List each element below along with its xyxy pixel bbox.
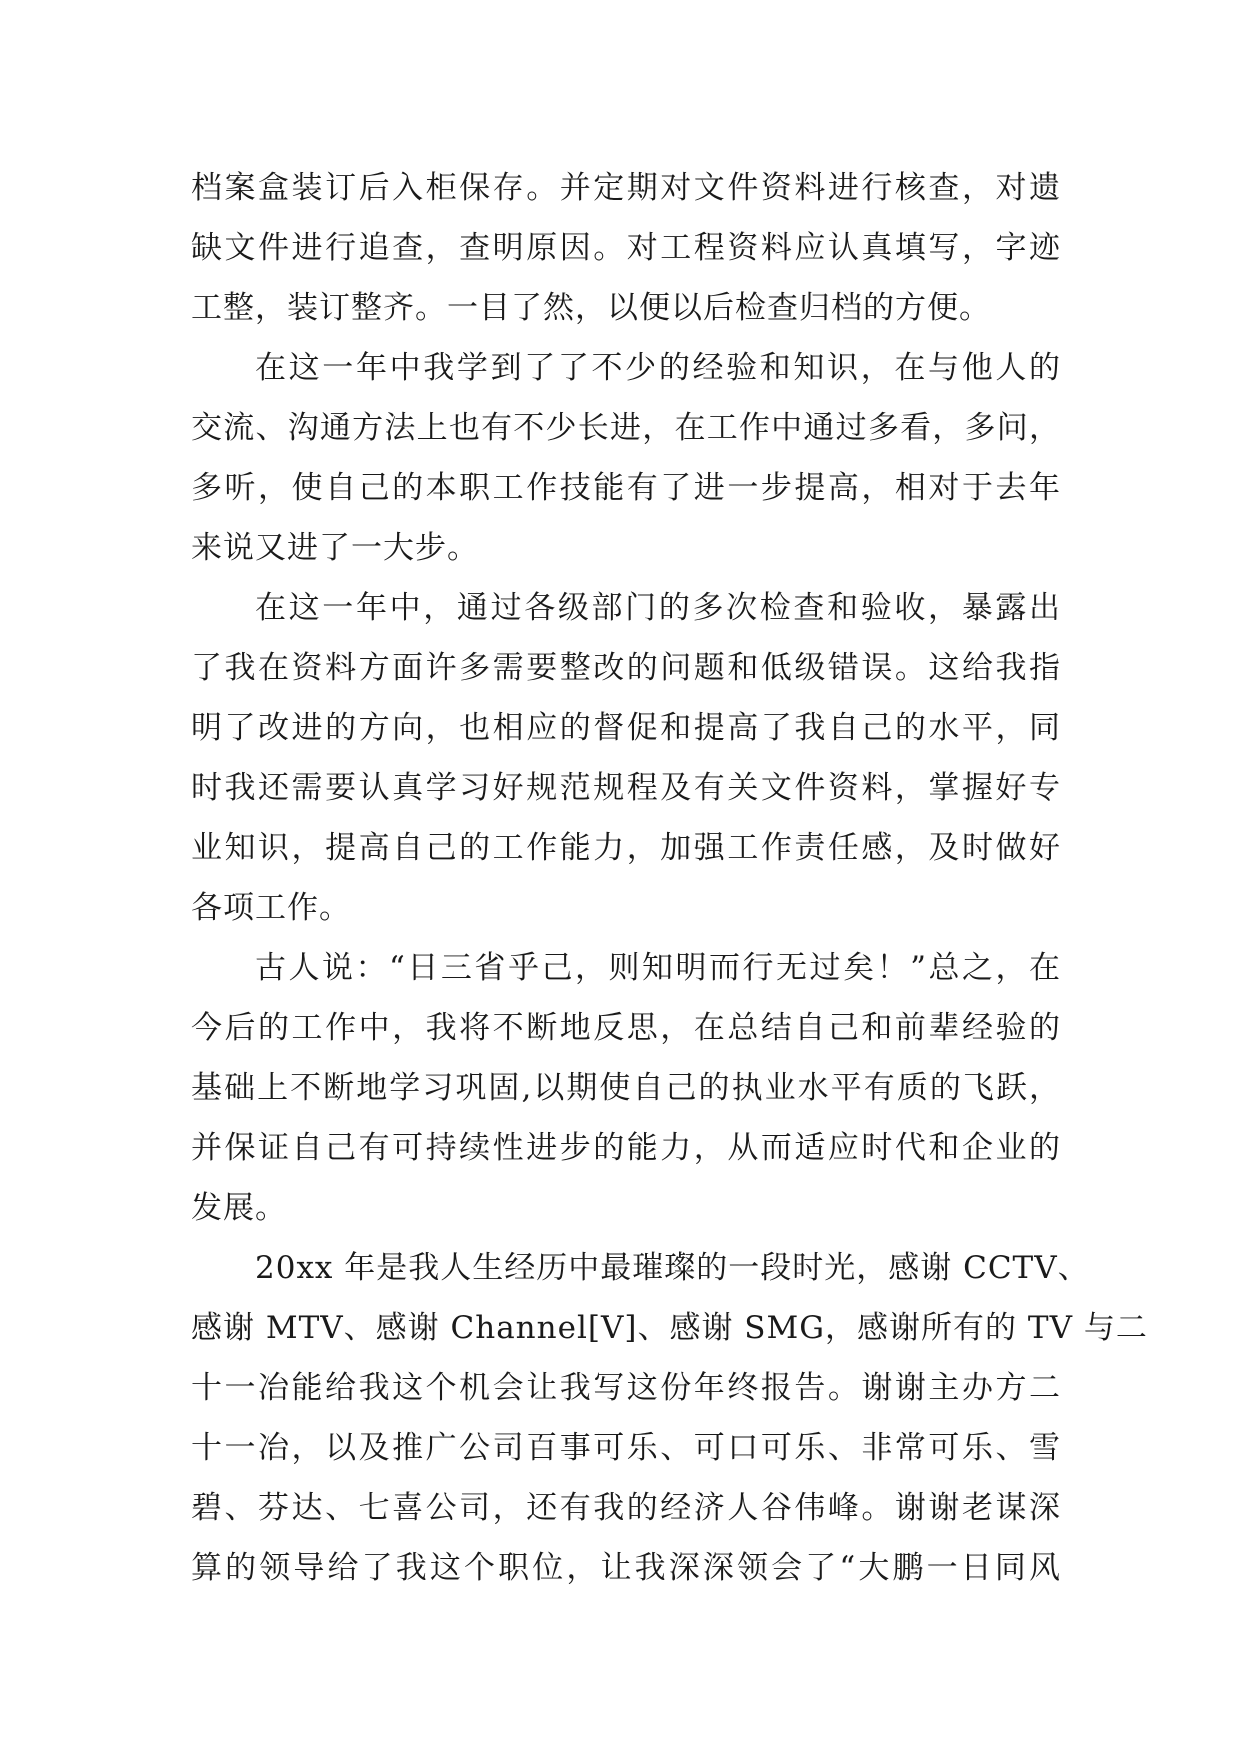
text-line: 算的领导给了我这个职位，让我深深领会了“大鹏一日同风 [191,1550,1061,1586]
document-body [191,158,1148,1598]
paragraph-first-line: 古人说：“日三省乎己，则知明而行无过矣！”总之，在 [255,950,1061,986]
text-line: 十一冶，以及推广公司百事可乐、可口可乐、非常可乐、雪 [191,1430,1061,1466]
text-line: 感谢 MTV、感谢 Channel[V]、感谢 SMG，感谢所有的 TV 与二 [191,1310,1148,1346]
text-line: 并保证自己有可持续性进步的能力，从而适应时代和企业的 [191,1130,1061,1166]
text-line: 基础上不断地学习巩固,以期使自己的执业水平有质的飞跃， [191,1070,1061,1106]
text-line: 时我还需要认真学习好规范规程及有关文件资料，掌握好专 [191,770,1061,806]
text-line: 发展。 [191,1190,287,1226]
text-line: 工整，装订整齐。一目了然，以便以后检查归档的方便。 [191,290,991,326]
text-line: 缺文件进行追查，查明原因。对工程资料应认真填写，字迹 [191,230,1061,266]
text-line: 碧、芬达、七喜公司，还有我的经济人谷伟峰。谢谢老谋深 [191,1490,1061,1526]
text-line: 来说又进了一大步。 [191,530,479,566]
paragraph-first-line: 在这一年中我学到了了不少的经验和知识，在与他人的 [255,350,1061,386]
paragraph-first-line: 20xx 年是我人生经历中最璀璨的一段时光，感谢 CCTV、 [255,1250,1090,1286]
text-line: 明了改进的方向，也相应的督促和提高了我自己的水平，同 [191,710,1061,746]
text-line: 多听，使自己的本职工作技能有了进一步提高，相对于去年 [191,470,1061,506]
text-line: 各项工作。 [191,890,351,926]
text-line: 今后的工作中，我将不断地反思，在总结自己和前辈经验的 [191,1010,1061,1046]
text-line: 了我在资料方面许多需要整改的问题和低级错误。这给我指 [191,650,1061,686]
text-line: 业知识，提高自己的工作能力，加强工作责任感，及时做好 [191,830,1061,866]
text-line: 交流、沟通方法上也有不少长进，在工作中通过多看，多问， [191,410,1061,446]
paragraph-first-line: 在这一年中，通过各级部门的多次检查和验收，暴露出 [255,590,1061,626]
text-line: 档案盒装订后入柜保存。并定期对文件资料进行核查，对遗 [191,170,1061,206]
text-line: 十一冶能给我这个机会让我写这份年终报告。谢谢主办方二 [191,1370,1061,1406]
